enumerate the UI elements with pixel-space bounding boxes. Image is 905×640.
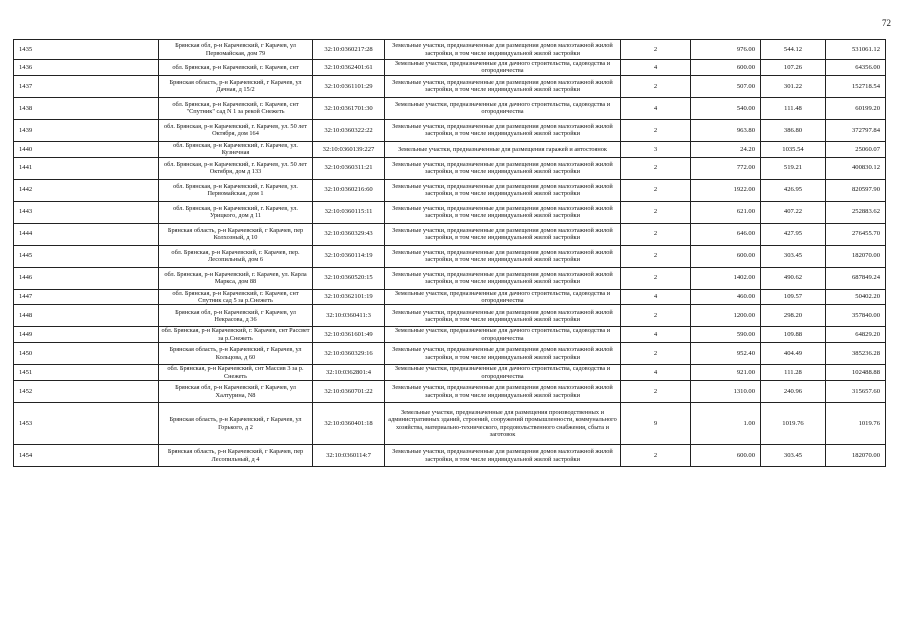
table-row — [14, 327, 886, 343]
row-specific-value: 303.45 — [761, 245, 826, 267]
row-cadastral-value: 531061.12 — [826, 40, 886, 60]
row-address: обл. Брянская, р-н Карачевский, г. Карачев, пер. Лесопильный, дом 6 — [159, 245, 313, 267]
row-cadastral-number: 32:10:0361101:29 — [313, 75, 385, 97]
row-address: обл. Брянская, р-н Карачевский, г. Карачев, ул. Урицкого, дом д 11 — [159, 201, 313, 223]
row-cadastral-number: 32:10:0361701:30 — [313, 97, 385, 119]
row-group: 4 — [621, 289, 691, 305]
row-group: 2 — [621, 40, 691, 60]
row-number: 1451 — [14, 365, 159, 381]
row-area: 952.40 — [691, 343, 761, 365]
row-specific-value: 107.26 — [761, 60, 826, 76]
row-number: 1436 — [14, 60, 159, 76]
row-area: 24.20 — [691, 141, 761, 157]
row-cadastral-value: 1019.76 — [826, 403, 886, 445]
row-area: 621.00 — [691, 201, 761, 223]
row-number: 1444 — [14, 223, 159, 245]
row-cadastral-value: 182070.00 — [826, 245, 886, 267]
table-row — [14, 201, 886, 223]
row-address: обл. Брянская, р-н Карачевский, снт Массив 3 за р. Снежеть — [159, 365, 313, 381]
row-specific-value: 301.22 — [761, 75, 826, 97]
row-group: 2 — [621, 119, 691, 141]
row-cadastral-number: 32:10:0360216:60 — [313, 179, 385, 201]
row-cadastral-number: 32:10:0360115:11 — [313, 201, 385, 223]
row-cadastral-number: 32:10:0360311:21 — [313, 157, 385, 179]
row-number: 1452 — [14, 381, 159, 403]
row-land-use: Земельные участки, предназначенные для размещения домов малоэтажной жилой застройки, в том числе индивидуальной жилой застройки — [385, 40, 621, 60]
row-specific-value: 109.88 — [761, 327, 826, 343]
row-land-use: Земельные участки, предназначенные для размещения домов малоэтажной жилой застройки, в том числе индивидуальной жилой застройки — [385, 223, 621, 245]
row-number: 1437 — [14, 75, 159, 97]
row-area: 1402.00 — [691, 267, 761, 289]
row-address: обл. Брянская, р-н Карачевский, г. Карачев, снт Рассвет за р.Снежеть — [159, 327, 313, 343]
row-land-use: Земельные участки, предназначенные для размещения домов малоэтажной жилой застройки, в том числе индивидуальной жилой застройки — [385, 245, 621, 267]
row-group: 9 — [621, 403, 691, 445]
table-row — [14, 305, 886, 327]
row-number: 1453 — [14, 403, 159, 445]
row-number: 1449 — [14, 327, 159, 343]
row-address: Брянская область, р-н Карачевский, г Карачев, пер Лесопильный, д 4 — [159, 445, 313, 467]
row-land-use: Земельные участки, предназначенные для дачного строительства, садоводства и огородничества — [385, 60, 621, 76]
row-specific-value: 240.96 — [761, 381, 826, 403]
row-land-use: Земельные участки, предназначенные для размещения домов малоэтажной жилой застройки, в том числе индивидуальной жилой застройки — [385, 201, 621, 223]
row-land-use: Земельные участки, предназначенные для размещения производственных и административных зданий, строений, сооружений промышленности, коммунального хозяйства, материально-технического, продовольственного снабжения, сбыта и заготовок — [385, 403, 621, 445]
row-address: Брянская область, р-н Карачевский, г Карачев, пер Колхозный, д 10 — [159, 223, 313, 245]
row-land-use: Земельные участки, предназначенные для размещения домов малоэтажной жилой застройки, в том числе индивидуальной жилой застройки — [385, 75, 621, 97]
row-number: 1435 — [14, 40, 159, 60]
row-cadastral-value: 357840.00 — [826, 305, 886, 327]
table-row — [14, 381, 886, 403]
row-cadastral-value: 25060.07 — [826, 141, 886, 157]
row-area: 1.00 — [691, 403, 761, 445]
row-specific-value: 1035.54 — [761, 141, 826, 157]
row-specific-value: 426.95 — [761, 179, 826, 201]
row-address: Брянская область, р-н Карачевский, г Карачев, ул Дачная, д 15/2 — [159, 75, 313, 97]
row-cadastral-value: 687849.24 — [826, 267, 886, 289]
table-row — [14, 365, 886, 381]
row-cadastral-value: 182070.00 — [826, 445, 886, 467]
row-land-use: Земельные участки, предназначенные для дачного строительства, садоводства и огородничества — [385, 97, 621, 119]
table-row — [14, 179, 886, 201]
row-address: обл. Брянская, р-н Карачевский, г. Карачев, ул. 50 лет Октября, дом 164 — [159, 119, 313, 141]
row-address: обл. Брянская, р-н Карачевский, г. Карачев, ул. Первомайская, дом 1 — [159, 179, 313, 201]
table-body — [14, 40, 886, 467]
row-land-use: Земельные участки, предназначенные для размещения домов малоэтажной жилой застройки, в том числе индивидуальной жилой застройки — [385, 267, 621, 289]
row-group: 2 — [621, 179, 691, 201]
table-row — [14, 141, 886, 157]
row-specific-value: 111.48 — [761, 97, 826, 119]
row-land-use: Земельные участки, предназначенные для размещения домов малоэтажной жилой застройки, в том числе индивидуальной жилой застройки — [385, 305, 621, 327]
row-land-use: Земельные участки, предназначенные для дачного строительства, садоводства и огородничества — [385, 327, 621, 343]
row-cadastral-number: 32:10:0360329:16 — [313, 343, 385, 365]
row-number: 1445 — [14, 245, 159, 267]
row-specific-value: 386.80 — [761, 119, 826, 141]
row-group: 2 — [621, 305, 691, 327]
row-cadastral-number: 32:10:0362801:4 — [313, 365, 385, 381]
row-cadastral-value: 372797.84 — [826, 119, 886, 141]
page-number: 72 — [882, 18, 891, 28]
row-area: 460.00 — [691, 289, 761, 305]
cadastral-table — [13, 39, 886, 467]
table-row — [14, 223, 886, 245]
row-number: 1448 — [14, 305, 159, 327]
row-address: обл. Брянская, р-н Карачевский, г. Карачев, снт Спутник сад 5 за р.Снежеть — [159, 289, 313, 305]
row-number: 1443 — [14, 201, 159, 223]
row-group: 2 — [621, 157, 691, 179]
row-cadastral-value: 64829.20 — [826, 327, 886, 343]
row-group: 2 — [621, 245, 691, 267]
row-address: Брянская область, р-н Карачевский, г Карачев, ул Горького, д 2 — [159, 403, 313, 445]
row-cadastral-value: 820597.90 — [826, 179, 886, 201]
row-specific-value: 109.57 — [761, 289, 826, 305]
row-group: 3 — [621, 141, 691, 157]
table-row — [14, 245, 886, 267]
table-row — [14, 157, 886, 179]
row-specific-value: 1019.76 — [761, 403, 826, 445]
row-group: 2 — [621, 343, 691, 365]
row-number: 1439 — [14, 119, 159, 141]
table-row — [14, 267, 886, 289]
row-land-use: Земельные участки, предназначенные для размещения домов малоэтажной жилой застройки, в том числе индивидуальной жилой застройки — [385, 343, 621, 365]
row-land-use: Земельные участки, предназначенные для размещения домов малоэтажной жилой застройки, в том числе индивидуальной жилой застройки — [385, 445, 621, 467]
row-cadastral-value: 252883.62 — [826, 201, 886, 223]
row-area: 507.00 — [691, 75, 761, 97]
row-number: 1442 — [14, 179, 159, 201]
row-land-use: Земельные участки, предназначенные для размещения домов малоэтажной жилой застройки, в том числе индивидуальной жилой застройки — [385, 179, 621, 201]
row-address: обл. Брянская, р-н Карачевский, г. Карачев, ул. 50 лет Октября, дом д 133 — [159, 157, 313, 179]
row-area: 600.00 — [691, 60, 761, 76]
row-group: 2 — [621, 267, 691, 289]
row-group: 4 — [621, 365, 691, 381]
row-cadastral-value: 50402.20 — [826, 289, 886, 305]
row-area: 921.00 — [691, 365, 761, 381]
table-row — [14, 40, 886, 60]
row-cadastral-value: 64356.00 — [826, 60, 886, 76]
row-area: 963.80 — [691, 119, 761, 141]
row-cadastral-value: 400830.12 — [826, 157, 886, 179]
row-area: 646.00 — [691, 223, 761, 245]
row-address: обл. Брянская, р-н Карачевский, г. Карачев, ул. Карла Маркса, дом 88 — [159, 267, 313, 289]
row-group: 2 — [621, 445, 691, 467]
row-number: 1450 — [14, 343, 159, 365]
row-cadastral-value: 385236.28 — [826, 343, 886, 365]
row-cadastral-value: 315657.60 — [826, 381, 886, 403]
row-cadastral-number: 32:10:0360701:22 — [313, 381, 385, 403]
table-row — [14, 289, 886, 305]
row-group: 2 — [621, 201, 691, 223]
row-area: 976.00 — [691, 40, 761, 60]
row-group: 2 — [621, 381, 691, 403]
row-cadastral-number: 32:10:0362101:19 — [313, 289, 385, 305]
row-number: 1441 — [14, 157, 159, 179]
row-group: 4 — [621, 97, 691, 119]
row-address: обл. Брянская, р-н Карачевский, г. Карачев, ул. Кузнечная — [159, 141, 313, 157]
row-number: 1440 — [14, 141, 159, 157]
row-group: 2 — [621, 223, 691, 245]
row-cadastral-number: 32:10:0360114:19 — [313, 245, 385, 267]
row-address: Брянская обл, р-н Карачевский, г Карачев, ул Халтурина, N8 — [159, 381, 313, 403]
row-address: обл. Брянская, р-н Карачевский, г. Карачев, снт "Спутник" сад N 1 за рекой Снежеть — [159, 97, 313, 119]
row-address: Брянская обл, р-н Карачевский, г Карачев, ул Первомайская, дом 79 — [159, 40, 313, 60]
row-land-use: Земельные участки, предназначенные для размещения домов малоэтажной жилой застройки, в том числе индивидуальной жилой застройки — [385, 119, 621, 141]
row-number: 1454 — [14, 445, 159, 467]
row-area: 1310.00 — [691, 381, 761, 403]
row-area: 1922.00 — [691, 179, 761, 201]
table-row — [14, 75, 886, 97]
row-cadastral-value: 60199.20 — [826, 97, 886, 119]
table-row — [14, 445, 886, 467]
row-cadastral-number: 32:10:0360411:3 — [313, 305, 385, 327]
row-group: 2 — [621, 75, 691, 97]
row-address: Брянская обл, р-н Карачевский, г Карачев, ул Некрасова, д 36 — [159, 305, 313, 327]
row-land-use: Земельные участки, предназначенные для размещения домов малоэтажной жилой застройки, в том числе индивидуальной жилой застройки — [385, 157, 621, 179]
row-cadastral-number: 32:10:0361601:49 — [313, 327, 385, 343]
row-area: 600.00 — [691, 245, 761, 267]
row-cadastral-number: 32:10:0360520:15 — [313, 267, 385, 289]
row-land-use: Земельные участки, предназначенные для размещения домов малоэтажной жилой застройки, в том числе индивидуальной жилой застройки — [385, 381, 621, 403]
row-specific-value: 490.62 — [761, 267, 826, 289]
row-cadastral-number: 32:10:0360329:43 — [313, 223, 385, 245]
row-area: 600.00 — [691, 445, 761, 467]
row-cadastral-number: 32:10:0360401:18 — [313, 403, 385, 445]
row-area: 772.00 — [691, 157, 761, 179]
row-address: Брянская область, р-н Карачевский, г Карачев, ул Кольцова, д 60 — [159, 343, 313, 365]
row-area: 590.00 — [691, 327, 761, 343]
row-specific-value: 427.95 — [761, 223, 826, 245]
row-cadastral-number: 32:10:0360114:7 — [313, 445, 385, 467]
row-land-use: Земельные участки, предназначенные для дачного строительства, садоводства и огородничества — [385, 365, 621, 381]
row-specific-value: 544.12 — [761, 40, 826, 60]
row-specific-value: 407.22 — [761, 201, 826, 223]
row-number: 1446 — [14, 267, 159, 289]
row-address: обл. Брянская, р-н Карачевский, г. Карачев, снт — [159, 60, 313, 76]
row-area: 540.00 — [691, 97, 761, 119]
row-cadastral-number: 32:10:0360217:28 — [313, 40, 385, 60]
table-row — [14, 97, 886, 119]
row-group: 4 — [621, 327, 691, 343]
row-group: 4 — [621, 60, 691, 76]
row-land-use: Земельные участки, предназначенные для размещения гаражей и автостоянок — [385, 141, 621, 157]
table-row — [14, 60, 886, 76]
table-row — [14, 119, 886, 141]
row-number: 1447 — [14, 289, 159, 305]
row-specific-value: 404.49 — [761, 343, 826, 365]
table-row — [14, 403, 886, 445]
row-land-use: Земельные участки, предназначенные для дачного строительства, садоводства и огородничества — [385, 289, 621, 305]
row-cadastral-value: 102488.88 — [826, 365, 886, 381]
row-specific-value: 303.45 — [761, 445, 826, 467]
row-specific-value: 519.21 — [761, 157, 826, 179]
table-row — [14, 343, 886, 365]
row-specific-value: 111.28 — [761, 365, 826, 381]
row-cadastral-value: 152718.54 — [826, 75, 886, 97]
row-area: 1200.00 — [691, 305, 761, 327]
row-number: 1438 — [14, 97, 159, 119]
row-cadastral-number: 32:10:0360322:22 — [313, 119, 385, 141]
row-specific-value: 298.20 — [761, 305, 826, 327]
row-cadastral-number: 32:10:0360139:227 — [313, 141, 385, 157]
row-cadastral-value: 276455.70 — [826, 223, 886, 245]
row-cadastral-number: 32:10:0362401:61 — [313, 60, 385, 76]
